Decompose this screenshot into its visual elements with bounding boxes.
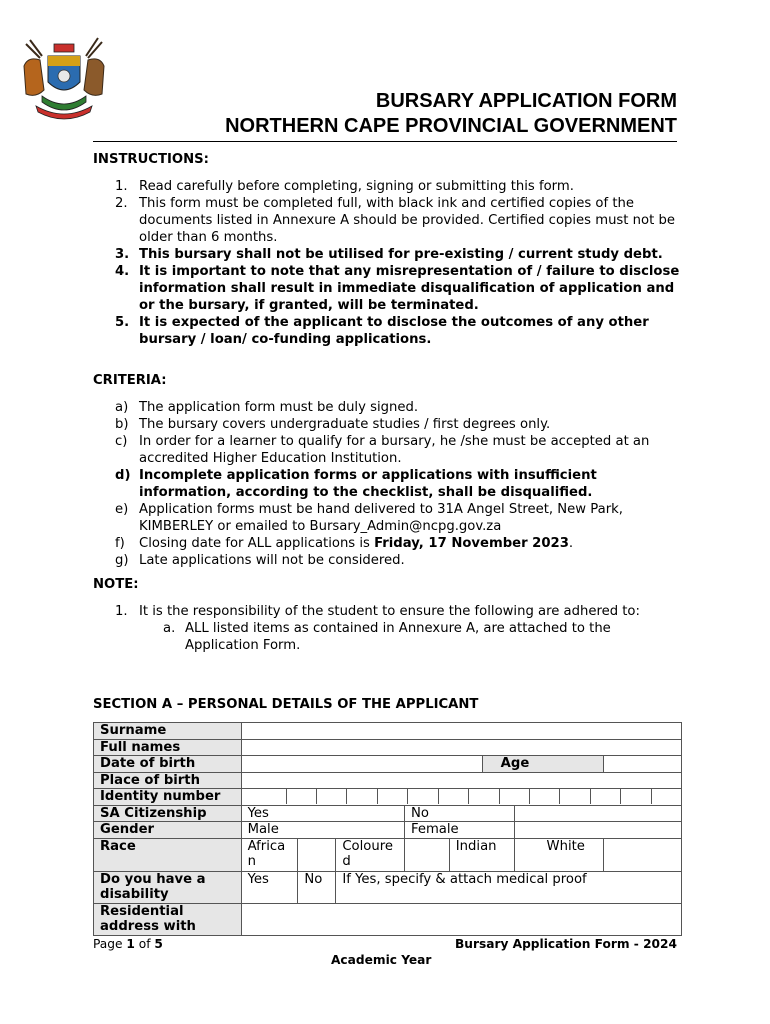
table-row [94,723,682,740]
note-section [93,576,683,654]
list-item: f) Closing date for ALL applications is Friday, 17 November 2023. [115,536,574,551]
table-row [94,805,682,822]
race-african[interactable]: African [241,838,298,871]
place-of-birth-field[interactable] [241,772,681,789]
disability-yes[interactable]: Yes [241,871,298,903]
dob-field[interactable] [241,756,482,773]
table-row [94,822,682,839]
table-row [94,772,682,789]
disability-no[interactable]: No [298,871,336,903]
criteria-list [93,399,683,569]
table-row [94,789,682,806]
list-item: g) Late applications will not be considered. [115,553,405,568]
citizenship-label: SA Citizenship [94,805,242,822]
identity-number-field[interactable] [241,789,681,806]
disability-note[interactable]: If Yes, specify & attach medical proof [336,871,682,903]
list-item: 2. This form must be completed full, with black ink and certified copies of the documents listed in Annexure A should be provided. Certified copies must not be older than 6 months. [115,196,675,245]
criteria-heading: CRITERIA: [93,373,167,388]
form-subtitle: NORTHERN CAPE PROVINCIAL GOVERNMENT [93,113,677,142]
list-item: a) The application form must be duly signed. [115,400,419,415]
list-item: d) Incomplete application forms or applications with insufficient information, according to the checklist, shall be disqualified. [115,468,597,500]
list-item: 4. It is important to note that any misrepresentation of / failure to disclose information shall result in immediate disqualification of application and or the bursary, if granted, will be terminated. [115,264,680,313]
form-title: BURSARY APPLICATION FORM [375,90,677,112]
residential-address-field[interactable] [241,903,681,935]
personal-details-table [93,722,682,936]
note-list [93,603,683,654]
identity-number-label: Identity number [94,789,242,806]
race-white-mark[interactable] [604,838,682,871]
age-label: Age [482,756,604,773]
gender-label: Gender [94,822,242,839]
list-item: a. ALL listed items as contained in Annexure A, are attached to the Application Form. [163,621,611,653]
race-coloured-mark[interactable] [404,838,449,871]
footer-academic-year: Academic Year [331,953,432,967]
surname-label: Surname [94,723,242,740]
table-row [94,871,682,903]
race-white[interactable]: White [514,838,604,871]
race-african-mark[interactable] [298,838,336,871]
instructions-heading: INSTRUCTIONS: [93,152,209,167]
race-coloured[interactable]: Coloured [336,838,405,871]
table-row [94,903,682,935]
full-names-field[interactable] [241,739,681,756]
age-field[interactable] [604,756,682,773]
list-item: b) The bursary covers undergraduate studies / first degrees only. [115,417,551,432]
criteria-section [93,372,683,569]
list-item: 5. It is expected of the applicant to disclose the outcomes of any other bursary / loan/ co-funding applications. [115,315,649,347]
citizenship-mark[interactable] [514,805,681,822]
gender-male[interactable]: Male [241,822,404,839]
table-row [94,739,682,756]
list-item: c) In order for a learner to qualify for a bursary, he /she must be accepted at an accredited Higher Education Institution. [115,434,650,466]
table-row [94,838,682,871]
note-heading: NOTE: [93,577,139,592]
instructions-list [93,178,683,348]
list-item: e) Application forms must be hand delivered to 31A Angel Street, New Park, KIMBERLEY or emailed to Bursary_Admin@ncpg.gov.za [115,502,623,534]
gender-mark[interactable] [514,822,681,839]
page-number: Page 1 of 5 [93,937,163,951]
footer-form-title: Bursary Application Form - 2024 [454,937,677,951]
disability-label: Do you have a disability [94,871,242,903]
full-names-label: Full names [94,739,242,756]
place-of-birth-label: Place of birth [94,772,242,789]
gender-female[interactable]: Female [404,822,514,839]
race-indian[interactable]: Indian [449,838,514,871]
table-row [94,756,682,773]
list-item: 1. It is the responsibility of the student to ensure the following are adhered to: [115,604,640,619]
list-item: 1. Read carefully before completing, signing or submitting this form. [115,179,574,194]
race-label: Race [94,838,242,871]
dob-label: Date of birth [94,756,242,773]
list-item: 3. This bursary shall not be utilised for pre-existing / current study debt. [115,247,663,262]
section-a-heading: SECTION A – PERSONAL DETAILS OF THE APPLICANT [93,697,479,712]
instructions-section [93,151,683,348]
citizenship-yes[interactable]: Yes [241,805,404,822]
citizenship-no[interactable]: No [404,805,514,822]
residential-address-label: Residential address with [94,903,242,935]
title-block [93,89,677,142]
surname-field[interactable] [241,723,681,740]
